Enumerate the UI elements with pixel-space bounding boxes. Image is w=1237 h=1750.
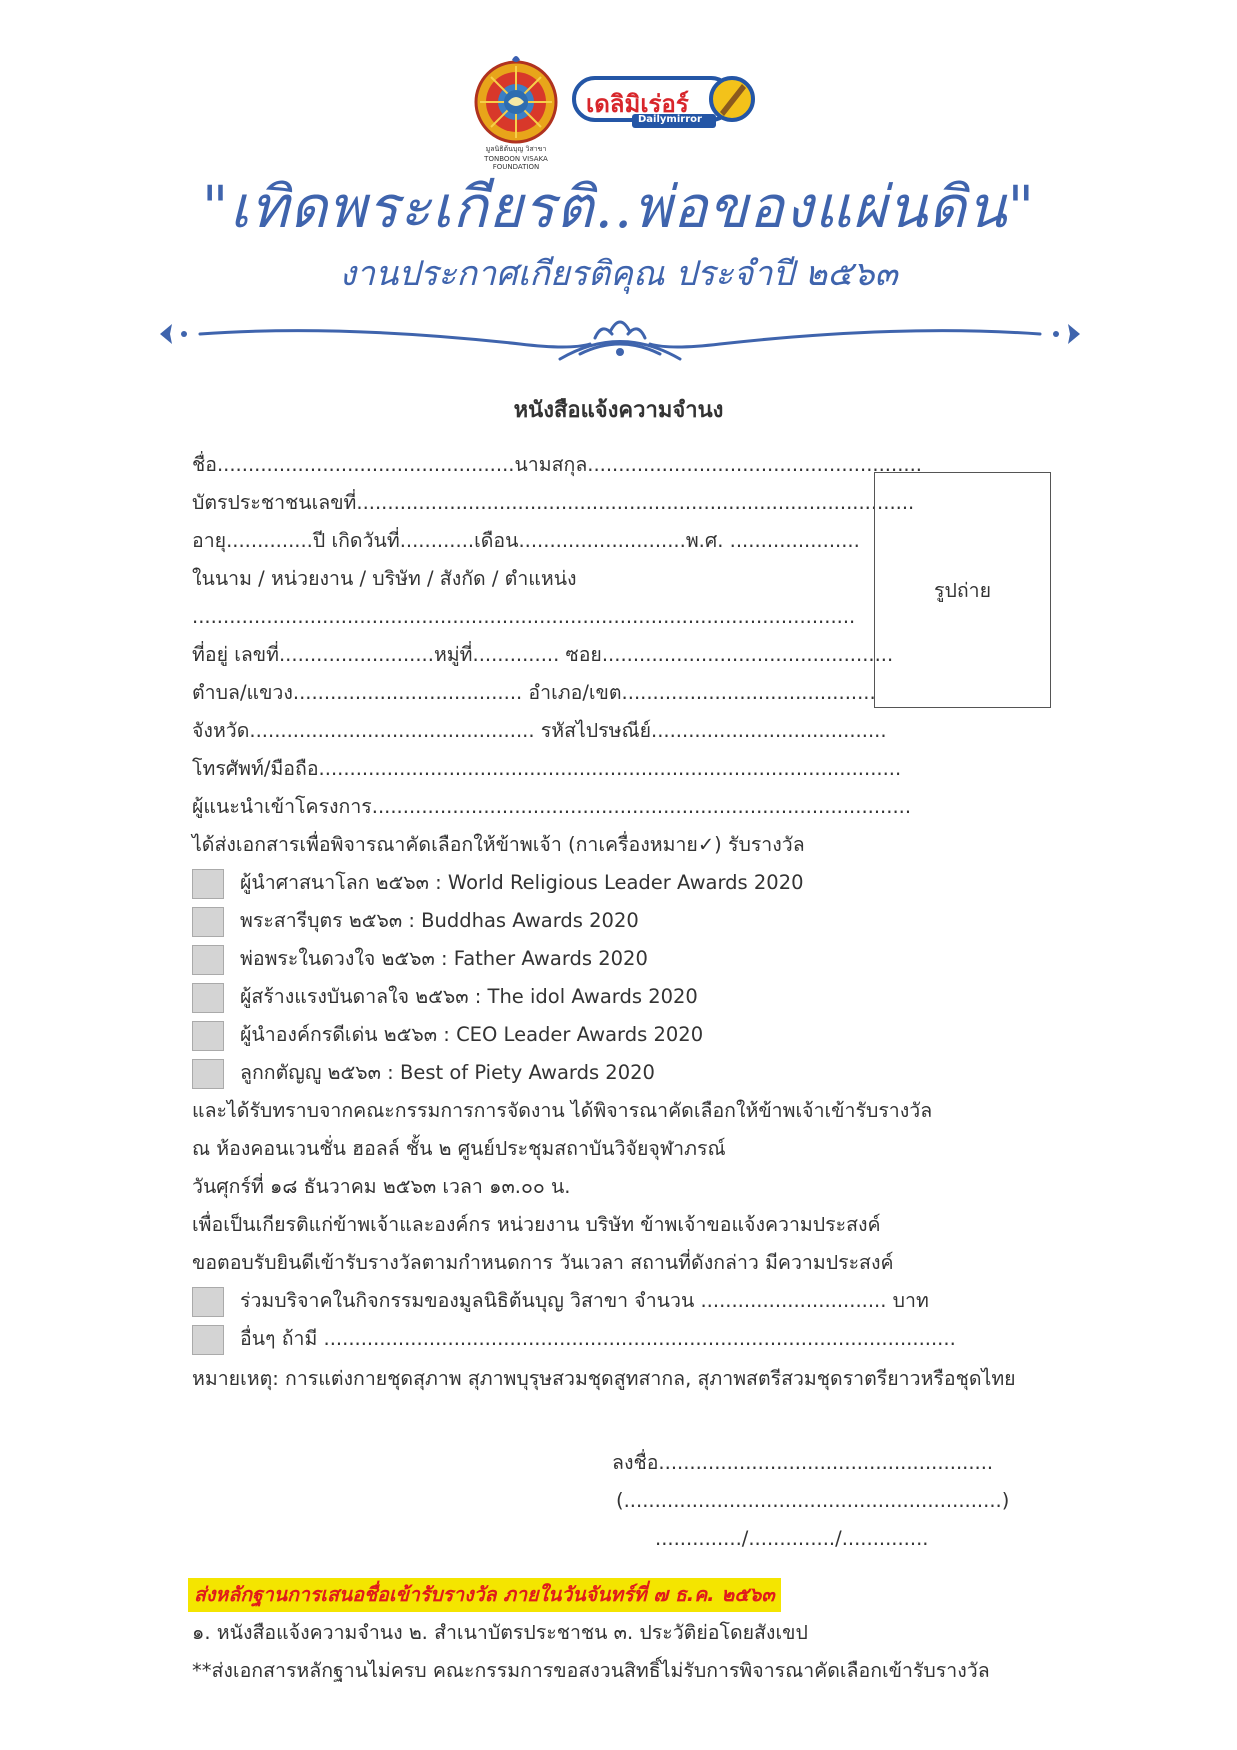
referrer-field-line[interactable]: ผู้แนะนำเข้าโครงการ.......................................................................................	[192, 795, 912, 818]
dress-code-note: หมายเหตุ: การแต่งกายชุดสุภาพ สุภาพบุรุษสวมชุดสูทสากล, สุภาพสตรีสวมชุดราตรียาวหรือชุดไทย	[192, 1367, 1016, 1390]
photo-box	[874, 472, 1051, 708]
required-documents-line: ๑. หนังสือแจ้งความจำนง ๒. สำเนาบัตรประชาชน ๓. ประวัติย่อโดยสังเขป	[192, 1621, 808, 1644]
page-subtitle: งานประกาศเกียรติคุณ ประจำปี ๒๕๖๓	[339, 254, 898, 294]
logo-bar	[0, 42, 1237, 171]
phone-field-line[interactable]: โทรศัพท์/มือถือ..............................................................................................	[192, 757, 902, 780]
award-checkbox-idol[interactable]	[192, 983, 224, 1013]
address-field-line[interactable]: ที่อยู่ เลขที่.........................หมู่ที่.............. ซอย...............................................	[192, 643, 894, 666]
event-datetime-line: วันศุกร์ที่ ๑๘ ธันวาคม ๒๕๖๓ เวลา ๑๓.๐๐ น.	[192, 1175, 571, 1198]
other-label[interactable]: อื่นๆ ถ้ามี ......................................................................................................	[240, 1327, 956, 1350]
id-card-field-line[interactable]: บัตรประชาชนเลขที่..........................................................................................	[192, 491, 915, 514]
award-label-ceo-leader: ผู้นำองค์กรดีเด่น ๒๕๖๓ : CEO Leader Awards 2020	[240, 1023, 704, 1046]
province-postcode-field-line[interactable]: จังหวัด.............................................. รหัสไปรษณีย์......................................	[192, 719, 887, 742]
award-label-idol: ผู้สร้างแรงบันดาลใจ ๒๕๖๓ : The idol Awards 2020	[240, 985, 698, 1008]
foundation-seal-logo	[470, 52, 562, 171]
signature-date-field[interactable]: ............../............../..............	[655, 1527, 929, 1550]
acceptance-line: ขอตอบรับยินดีเข้ารับรางวัลตามกำหนดการ วันเวลา สถานที่ดังกล่าว มีความประสงค์	[192, 1251, 894, 1274]
other-checkbox[interactable]	[192, 1325, 224, 1355]
age-birthdate-field-line[interactable]: อายุ..............ปี เกิดวันที่............เดือน...........................พ.ศ. .....................	[192, 529, 860, 552]
dailymirror-logo	[572, 74, 756, 128]
selection-notice-line: และได้รับทราบจากคณะกรรมการการจัดงาน ได้พิจารณาคัดเลือกให้ข้าพเจ้าเข้ารับรางวัล	[192, 1099, 933, 1122]
signature-field[interactable]: ลงชื่อ......................................................	[612, 1451, 994, 1474]
award-checkbox-father[interactable]	[192, 945, 224, 975]
deadline-banner: ส่งหลักฐานการเสนอชื่อเข้ารับรางวัล ภายในวันจันทร์ที่ ๗ ธ.ค. ๒๕๖๓	[188, 1578, 781, 1612]
page-title: "เทิดพระเกียรติ..พ่อของแผ่นดิน"	[201, 173, 1036, 241]
incomplete-documents-warning: **ส่งเอกสารหลักฐานไม่ครบ คณะกรรมการขอสงวนสิทธิ์ไม่รับการพิจารณาคัดเลือกเข้ารับรางวัล	[192, 1659, 990, 1682]
award-label-buddhas: พระสารีบุตร ๒๕๖๓ : Buddhas Awards 2020	[240, 909, 639, 932]
award-checkbox-buddhas[interactable]	[192, 907, 224, 937]
dailymirror-logo-text: เดลิมิเร่อร์	[586, 90, 689, 118]
printed-name-field[interactable]: (.............................................................)	[616, 1489, 1010, 1512]
name-field-line[interactable]: ชื่อ................................................นามสกุล......................................................	[192, 453, 922, 476]
award-label-world-religious-leader: ผู้นำศาสนาโลก ๒๕๖๓ : World Religious Leader Awards 2020	[240, 871, 804, 894]
organization-label: ในนาม / หน่วยงาน / บริษัท / สังกัด / ตำแหน่ง	[192, 567, 577, 590]
ornamental-divider	[140, 304, 1100, 374]
seal-caption: มูลนิธิต้นบุญ วิสาขา TONBOON VISAKA FOUNDATION	[484, 145, 548, 171]
photo-label: รูปถ่าย	[933, 579, 992, 602]
intent-line: เพื่อเป็นเกียรติแก่ข้าพเจ้าและองค์กร หน่วยงาน บริษัท ข้าพเจ้าขอแจ้งความประสงค์	[192, 1213, 881, 1236]
award-checkbox-ceo-leader[interactable]	[192, 1021, 224, 1051]
organization-field-line[interactable]: ...........................................................................................................	[192, 605, 856, 628]
award-label-best-of-piety: ลูกกตัญญู ๒๕๖๓ : Best of Piety Awards 2020	[240, 1061, 655, 1084]
award-checkbox-best-of-piety[interactable]	[192, 1059, 224, 1089]
award-selection-instruction: ได้ส่งเอกสารเพื่อพิจารณาคัดเลือกให้ข้าพเจ้า (กาเครื่องหมาย✓) รับรางวัล	[192, 833, 805, 856]
award-checkbox-world-religious-leader[interactable]	[192, 869, 224, 899]
venue-line: ณ ห้องคอนเวนชั่น ฮอลล์ ชั้น ๒ ศูนย์ประชุมสถาบันวิจัยจุฬาภรณ์	[192, 1137, 726, 1160]
subdistrict-district-field-line[interactable]: ตำบล/แขวง..................................... อำเภอ/เขต.........................................	[192, 681, 876, 704]
dailymirror-logo-subtext: Dailymirror	[638, 114, 702, 125]
donation-checkbox[interactable]	[192, 1287, 224, 1317]
form-heading: หนังสือแจ้งความจำนง	[513, 398, 724, 423]
award-label-father: พ่อพระในดวงใจ ๒๕๖๓ : Father Awards 2020	[240, 947, 648, 970]
donation-label[interactable]: ร่วมบริจาคในกิจกรรมของมูลนิธิต้นบุญ วิสาขา จำนวน .............................. บาท	[240, 1289, 929, 1312]
